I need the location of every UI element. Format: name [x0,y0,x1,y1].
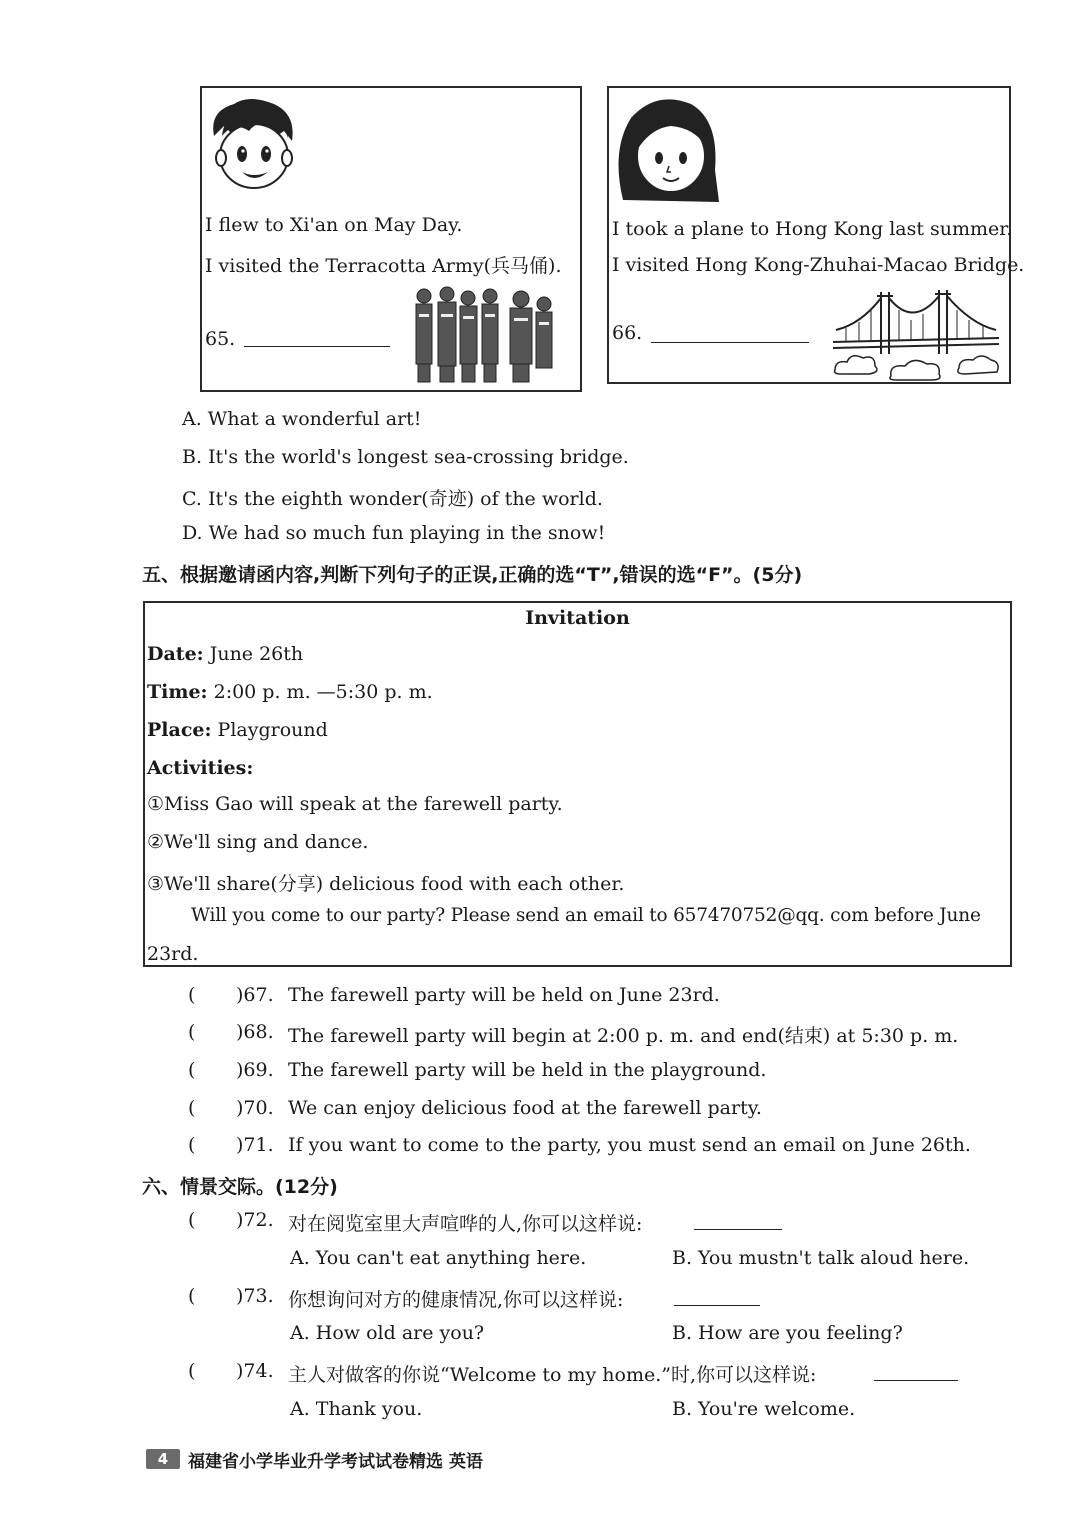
card65-question-number: 65. [205,328,236,350]
date-value: June 26th [203,643,304,665]
answer-blank-72[interactable] [694,1229,782,1230]
footer-title: 福建省小学毕业升学考试试卷精选 英语 [188,1452,483,1472]
page-number: 4 [157,1450,169,1468]
question-number: )68. [236,1021,274,1043]
date-label: Date: [147,643,204,665]
card66-question-number: 66. [612,322,643,344]
option-d: D. We had so much fun playing in the snow! [182,522,606,544]
answer-blank-66[interactable] [651,342,809,343]
section-5-heading: 五、根据邀请函内容,判断下列句子的正误,正确的选“T”,错误的选“F”。(5分) [142,564,803,586]
answer-blank-74[interactable] [874,1380,958,1381]
question-text: 主人对做客的你说“Welcome to my home.”时,你可以这样说: [288,1364,817,1386]
invitation-box [143,601,1012,967]
question-number: )71. [236,1134,274,1156]
sea-bridge-icon [831,284,1001,382]
answer-paren[interactable]: ( [188,1021,196,1043]
question-text: The farewell party will begin at 2:00 p. m. and end(结束) at 5:30 p. m. [288,1025,959,1047]
invitation-time [147,681,433,703]
activity-3: ③We'll share(分享) delicious food with each other. [147,873,625,895]
option-b: B. You mustn't talk aloud here. [672,1247,970,1269]
option-b: B. How are you feeling? [672,1322,903,1344]
invitation-closing-line1: Will you come to our party? Please send an email to 657470752@qq. com before June [191,905,981,926]
option-a: A. What a wonderful art! [182,408,422,430]
place-value: Playground [211,719,328,741]
answer-blank-65[interactable] [244,346,390,347]
card66-line1: I took a plane to Hong Kong last summer. [612,218,1013,240]
question-text: The farewell party will be held in the playground. [288,1059,767,1081]
activities-label: Activities: [147,757,254,779]
answer-paren[interactable]: ( [188,1209,196,1231]
answer-paren[interactable]: ( [188,1360,196,1382]
question-text: If you want to come to the party, you must send an email on June 26th. [288,1134,971,1156]
option-a: A. Thank you. [290,1398,423,1420]
girl-avatar-icon [611,90,723,206]
invitation-title: Invitation [525,607,630,629]
option-b: B. It's the world's longest sea-crossing bridge. [182,446,629,468]
section-6-heading: 六、情景交际。(12分) [142,1176,338,1198]
picture-card-65 [200,86,582,392]
question-text: 对在阅览室里大声喧哗的人,你可以这样说: [288,1213,643,1235]
answer-paren[interactable]: ( [188,984,196,1006]
question-number: )72. [236,1209,274,1231]
option-b: B. You're welcome. [672,1398,856,1420]
question-text: 你想询问对方的健康情况,你可以这样说: [288,1289,624,1311]
question-text: We can enjoy delicious food at the farewell party. [288,1097,762,1119]
page-number-badge [146,1449,180,1469]
time-label: Time: [147,681,208,703]
question-number: )74. [236,1360,274,1382]
invitation-place [147,719,328,741]
card65-line1: I flew to Xi'an on May Day. [205,214,463,236]
answer-paren[interactable]: ( [188,1285,196,1307]
card65-line2: I visited the Terracotta Army(兵马俑). [205,255,562,277]
invitation-date [147,643,303,665]
time-value: 2:00 p. m. —5:30 p. m. [207,681,433,703]
option-a: A. You can't eat anything here. [290,1247,587,1269]
option-c: C. It's the eighth wonder(奇迹) of the world. [182,488,603,510]
question-number: )70. [236,1097,274,1119]
question-number: )69. [236,1059,274,1081]
question-number: )67. [236,984,274,1006]
terracotta-army-icon [410,284,560,388]
option-a: A. How old are you? [290,1322,485,1344]
boy-avatar-icon [204,96,304,196]
card66-line2: I visited Hong Kong-Zhuhai-Macao Bridge. [612,254,1025,276]
invitation-closing-line2: 23rd. [147,943,199,965]
place-label: Place: [147,719,212,741]
activity-1: ①Miss Gao will speak at the farewell party. [147,793,563,815]
answer-paren[interactable]: ( [188,1134,196,1156]
picture-card-66 [607,86,1025,384]
answer-paren[interactable]: ( [188,1059,196,1081]
activity-2: ②We'll sing and dance. [147,831,369,853]
answer-paren[interactable]: ( [188,1097,196,1119]
question-number: )73. [236,1285,274,1307]
answer-blank-73[interactable] [674,1305,760,1306]
question-text: The farewell party will be held on June 23rd. [288,984,720,1006]
